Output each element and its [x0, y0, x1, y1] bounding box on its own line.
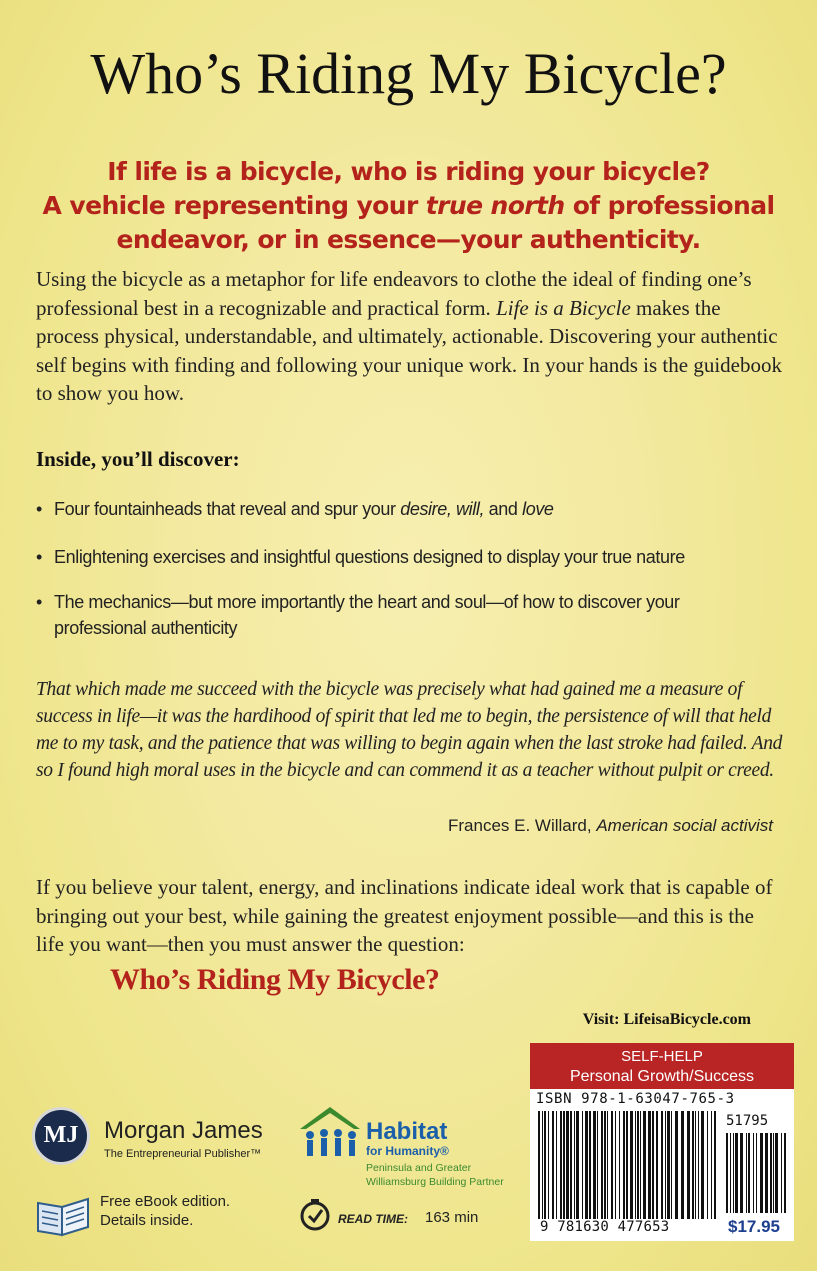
price-barcode-icon: [726, 1133, 788, 1213]
bullet-text-3: [54, 589, 774, 641]
publisher-tagline: The Entrepreneurial Publisher™: [104, 1148, 262, 1160]
tagline-line-1: If life is a bicycle, who is riding your bicycle?: [107, 157, 710, 186]
category-box: [530, 1043, 794, 1089]
attribution-role: American social activist: [596, 816, 773, 835]
clock-icon: [298, 1198, 332, 1232]
habitat-name: Habitat: [366, 1118, 448, 1145]
b3-line-2: professional authenticity: [54, 618, 238, 638]
b1-a: Four fountainheads that reveal and spur your: [54, 499, 401, 519]
category-line-2: Personal Growth/Success: [569, 1068, 755, 1085]
tagline-line-2-b: of professional: [564, 191, 775, 220]
intro-paragraph: [36, 265, 784, 408]
bullet-text-2: Enlightening exercises and insightful questions designed to display your true nature: [54, 547, 685, 567]
barcode-box: [530, 1089, 794, 1241]
category-line-1: SELF-HELP: [621, 1048, 703, 1065]
habitat-sub: for Humanity®: [366, 1144, 449, 1158]
inside-heading: Inside, you’ll discover:: [36, 447, 240, 471]
intro-part-2: makes the process physical, understandable, and ultimately, actionable. Discovering your authentic self begins with finding and following your unique work. In your hands is the guidebook to show you how.: [36, 295, 782, 405]
price-code: 51795: [726, 1113, 769, 1129]
bullet-dot: •: [36, 592, 42, 612]
read-time-label: READ TIME:: [338, 1212, 408, 1226]
ebook-line-2: Details inside.: [100, 1212, 194, 1229]
closing-question: Who’s Riding My Bicycle?: [110, 963, 440, 996]
bullet-dot: •: [36, 547, 42, 567]
b3-line-1: The mechanics—but more importantly the heart and soul—of how to discover your: [54, 592, 680, 612]
tagline-line-2: [40, 189, 777, 223]
ebook-icon: [34, 1193, 92, 1237]
attribution-name: Frances E. Willard,: [448, 816, 597, 835]
morgan-james-logo: [32, 1107, 90, 1165]
quote-attribution: [448, 816, 773, 836]
website-link[interactable]: Visit: LifeisaBicycle.com: [582, 1011, 751, 1028]
quote: That which made me succeed with the bicycle was precisely what had gained me a measure of success in life—it was the hardihood of spirit that led me to begin, the persistence of will that held me to my task, and the patience that was willing to begin again when the last stroke had failed. And so I found high moral uses in the bicycle and can commend it as a teacher without pulpit or creed.: [36, 679, 783, 781]
intro-book-title: Life is a Bicycle: [496, 295, 631, 320]
b1-b: and: [484, 499, 523, 519]
ean-barcode-icon: [538, 1111, 718, 1219]
b1-em: desire, will,: [400, 499, 485, 519]
tagline-emphasis: true north: [425, 191, 565, 220]
tagline-line-3: endeavor, or in essence—your authenticity.: [116, 225, 701, 254]
read-time-value: 163 min: [425, 1209, 479, 1226]
closing-paragraph: If you believe your talent, energy, and inclinations indicate ideal work that is capable of bringing out your best, while gaining the greatest enjoyment possible—and this is the life you want—then you must answer the question:: [36, 875, 773, 956]
bullet-text-1: [54, 496, 774, 522]
habitat-location: [366, 1161, 536, 1189]
isbn-label: ISBN 978-1-63047-765-3: [536, 1091, 735, 1107]
tagline-line-2-a: A vehicle representing your: [42, 191, 426, 220]
price: $17.95: [728, 1217, 780, 1236]
bullet-dot: •: [36, 499, 42, 519]
b1-em2: love: [522, 499, 554, 519]
habitat-house-icon: [296, 1105, 364, 1161]
barcode-digits: 9 781630 477653: [540, 1219, 670, 1235]
intro-part-1: Using the bicycle as a metaphor for life endeavors to clothe the ideal of finding one’s professional best in a recognizable and practical form.: [36, 267, 752, 320]
publisher-name: Morgan James: [104, 1117, 263, 1144]
habitat-location-2: Williamsburg Building Partner: [366, 1176, 504, 1188]
tagline: [40, 155, 777, 257]
mj-logo-text: MJ: [43, 1122, 79, 1148]
ebook-line-1: Free eBook edition.: [100, 1193, 231, 1210]
book-title: Who’s Riding My Bicycle?: [90, 41, 727, 106]
habitat-location-1: Peninsula and Greater: [366, 1162, 472, 1174]
